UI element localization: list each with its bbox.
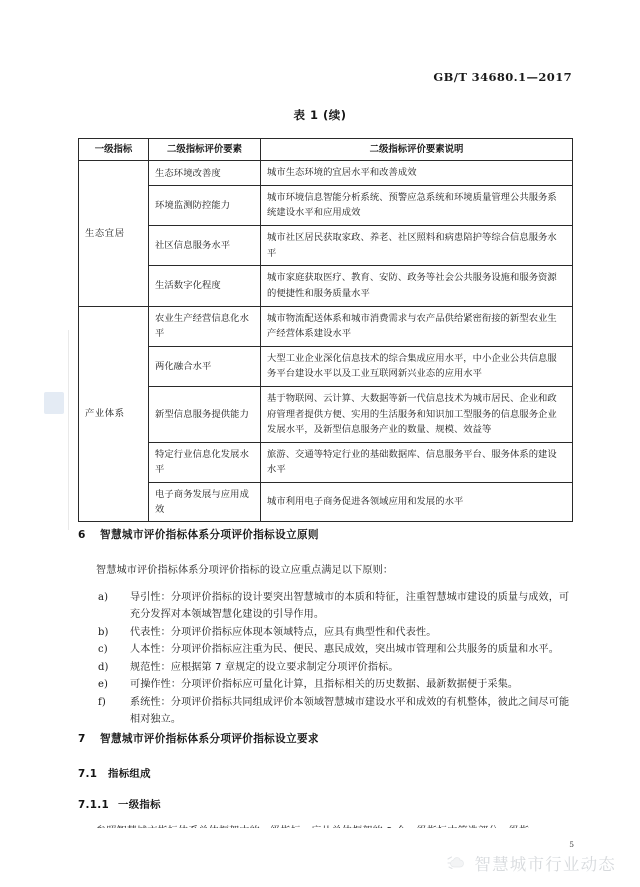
wechat-cloud-logo-icon	[445, 853, 467, 873]
description-cell: 城市物流配送体系和城市消费需求与农产品供给紧密衔接的新型农业生产经营体系建设水平	[261, 306, 573, 346]
page-number: 5	[569, 840, 574, 849]
description-cell: 基于物联网、云计算、大数据等新一代信息技术为城市居民、企业和政府管理者提供方便、实用的生活服务和知识加工型服务的信息服务企业发展水平，及新型信息服务产业的数量、规模、效益等	[261, 386, 573, 442]
description-cell: 城市环境信息智能分析系统、预警应急系统和环境质量管理公共服务系统建设水平和应用成效	[261, 185, 573, 225]
list-item	[96, 676, 572, 693]
list-item	[96, 641, 572, 658]
list-marker: f)	[98, 696, 106, 708]
description-cell: 旅游、交通等特定行业的基础数据库、信息服务平台、服务体系的建设水平	[261, 442, 573, 482]
indicator-table	[78, 138, 573, 522]
element-cell: 生活数字化程度	[149, 266, 261, 306]
element-cell: 特定行业信息化发展水平	[149, 442, 261, 482]
section-number-6: 6	[78, 529, 86, 541]
watermark	[445, 851, 616, 875]
table-row	[79, 442, 573, 482]
section-number-7-1: 7.1	[78, 768, 98, 780]
section-number-7-1-1: 7.1.1	[78, 799, 110, 811]
section-heading-7-1-1	[78, 796, 161, 811]
element-cell: 环境监测防控能力	[149, 185, 261, 225]
table-header-row	[79, 139, 573, 161]
section-title-7-1: 指标组成	[108, 768, 151, 780]
section-title-7: 智慧城市评价指标体系分项评价指标设立要求	[100, 733, 319, 745]
list-text: 导引性：分项评价指标的设计要突出智慧城市的本质和特征，注重智慧城市建设的质量与成效，可充分发挥对本领域智慧化建设的引导作用。	[130, 592, 570, 621]
description-cell: 城市利用电子商务促进各领域应用和发展的水平	[261, 482, 573, 521]
element-cell: 农业生产经营信息化水平	[149, 306, 261, 346]
table-row	[79, 386, 573, 442]
element-cell: 社区信息服务水平	[149, 226, 261, 266]
scan-artifact-line	[68, 330, 69, 530]
element-cell: 电子商务发展与应用成效	[149, 482, 261, 521]
list-marker: c)	[98, 644, 108, 656]
list-text: 规范性：应根据第 7 章规定的设立要求制定分项评价指标。	[130, 661, 399, 673]
list-item	[96, 694, 572, 729]
list-item	[96, 589, 572, 624]
section-title-7-1-1: 一级指标	[118, 799, 161, 811]
category-cell-industry: 产业体系	[79, 306, 149, 522]
section6-intro-paragraph: 智慧城市评价指标体系分项评价指标的设立应重点满足以下原则：	[96, 565, 394, 576]
list-marker: a)	[98, 592, 109, 603]
list-text: 人本性：分项评价指标应注重为民、便民、惠民成效，突出城市管理和公共服务的质量和水平。	[130, 644, 559, 656]
table-row	[79, 266, 573, 306]
principles-list	[96, 589, 572, 729]
description-cell: 城市家庭获取医疗、教育、安防、政务等社会公共服务设施和服务资源的便捷性和服务质量水平	[261, 266, 573, 306]
list-item	[96, 624, 572, 641]
element-cell: 生态环境改善度	[149, 161, 261, 186]
table-row	[79, 185, 573, 225]
description-cell: 城市生态环境的宜居水平和改善成效	[261, 161, 573, 186]
column-header-level2-element: 二级指标评价要素	[149, 139, 261, 161]
indicator-table-wrapper	[78, 138, 572, 522]
list-marker: d)	[98, 661, 109, 673]
table-body	[79, 161, 573, 522]
column-header-level1: 一级指标	[79, 139, 149, 161]
table-row	[79, 482, 573, 521]
column-header-level2-description: 二级指标评价要素说明	[261, 139, 573, 161]
table-row	[79, 226, 573, 266]
list-marker: e)	[98, 679, 109, 691]
list-item	[96, 659, 572, 676]
table-row	[79, 161, 573, 186]
element-cell: 新型信息服务提供能力	[149, 386, 261, 442]
description-cell: 大型工业企业深化信息技术的综合集成应用水平，中小企业公共信息服务平台建设水平以及工业互联网新兴业态的应用水平	[261, 346, 573, 386]
description-cell: 城市社区居民获取家政、养老、社区照料和病患陪护等综合信息服务水平	[261, 226, 573, 266]
scan-artifact-blob	[44, 392, 64, 414]
table-row	[79, 346, 573, 386]
element-cell: 两化融合水平	[149, 346, 261, 386]
section-number-7: 7	[78, 733, 86, 745]
section-heading-7	[78, 731, 319, 746]
section-heading-7-1	[78, 765, 151, 780]
list-text: 代表性：分项评价指标应体现本领域特点，应具有典型性和代表性。	[130, 626, 437, 638]
section-title-6: 智慧城市评价指标体系分项评价指标设立原则	[100, 529, 319, 541]
table-row	[79, 306, 573, 346]
table-head	[79, 139, 573, 161]
list-text: 系统性：分项评价指标共同组成评价本领域智慧城市建设水平和成效的有机整体，彼此之间尽可能相对独立。	[130, 696, 570, 726]
watermark-text: 智慧城市行业动态	[474, 855, 616, 874]
list-text: 可操作性：分项评价指标应可量化计算，且指标相关的历史数据、最新数据便于采集。	[130, 679, 519, 691]
list-marker: b)	[98, 626, 109, 638]
category-cell-ecological: 生态宜居	[79, 161, 149, 306]
standard-number-header: GB/T 34680.1—2017	[433, 70, 572, 84]
table-caption: 表 1 (续)	[293, 108, 347, 122]
section-heading-6	[78, 527, 319, 542]
